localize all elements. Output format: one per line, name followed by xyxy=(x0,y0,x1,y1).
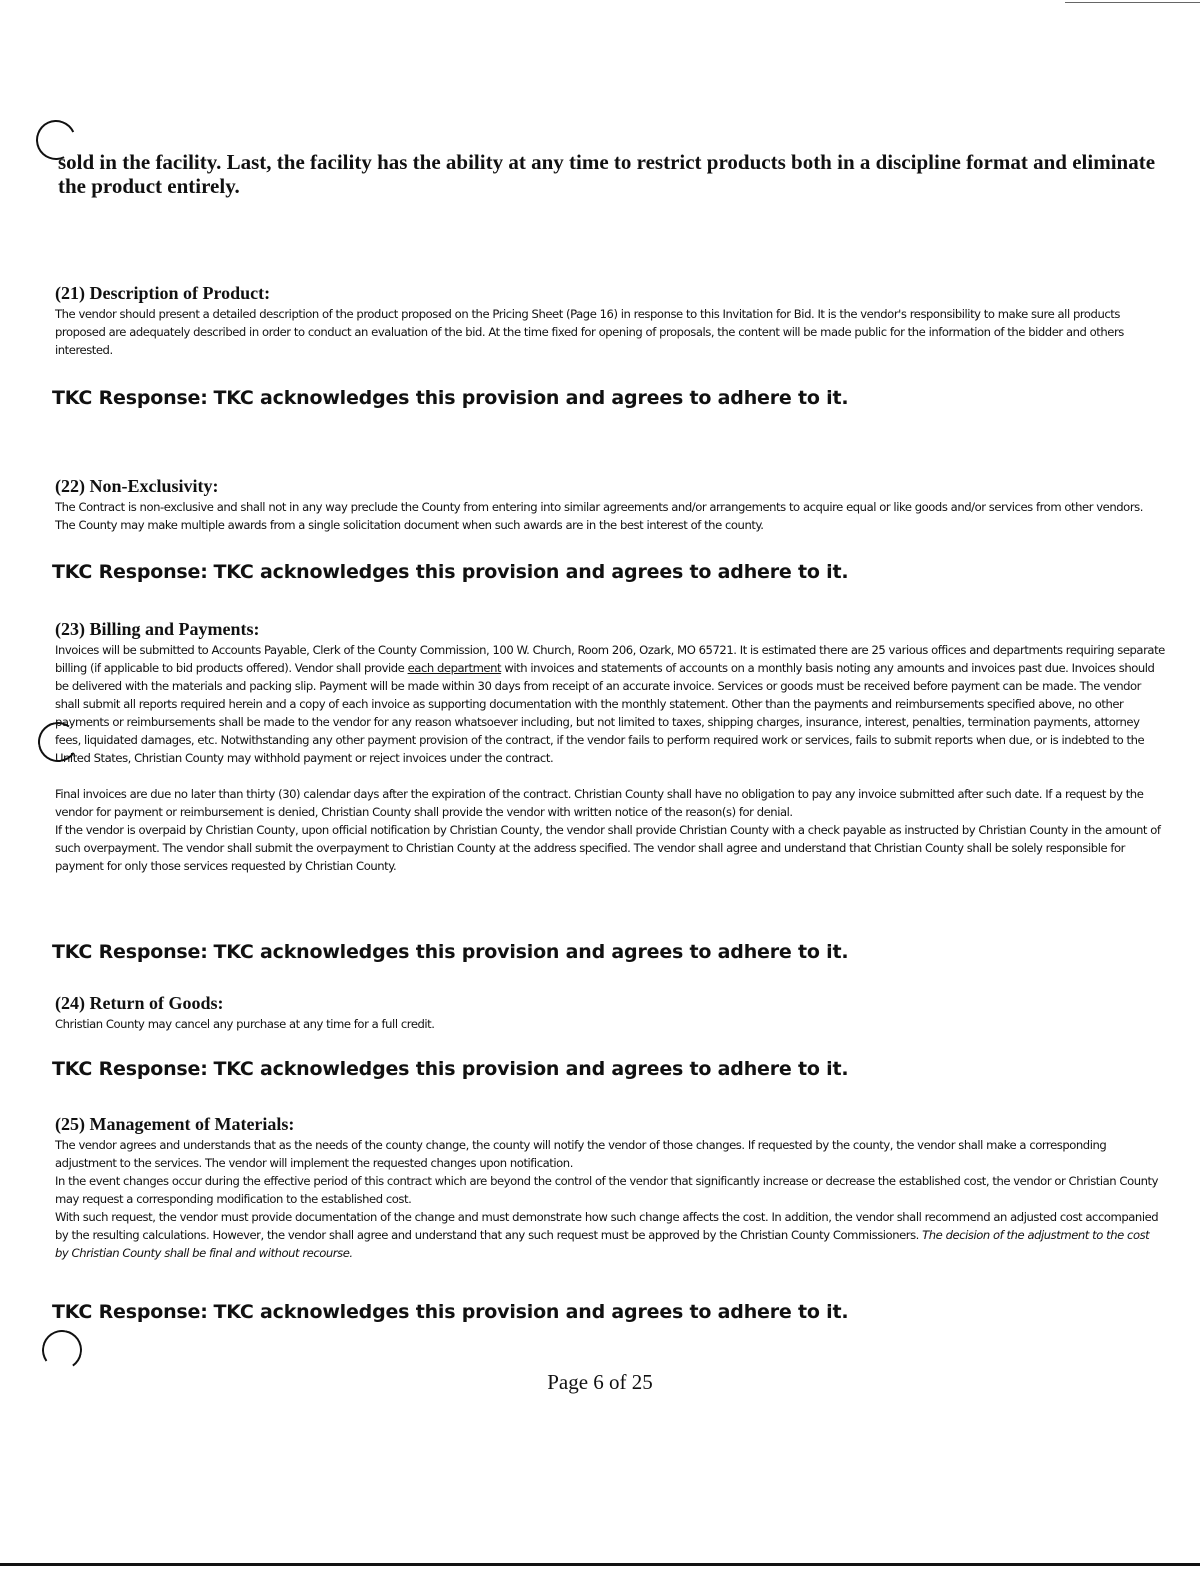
response-text: TKC acknowledges this provision and agrees to adhere to it. xyxy=(213,941,849,963)
section-heading: (21) Description of Product: xyxy=(55,283,271,303)
bottom-rule xyxy=(0,1563,1200,1566)
response-label: TKC Response: xyxy=(52,1301,208,1323)
response-text: TKC acknowledges this provision and agrees to adhere to it. xyxy=(213,561,849,583)
section-heading: (25) Management of Materials: xyxy=(55,1114,295,1134)
section-body xyxy=(55,305,1165,359)
section-paragraph: The vendor should present a detailed description of the product proposed on the Pricing Sheet (Page 16) in response to this Invitation for Bid. It is the vendor's responsibility to make sure all products proposed are adequately described in order to conduct an evaluation of the bid. At the time fixed for opening of proposals, the content will be made public for the information of the bidder and others interested. xyxy=(55,307,1124,357)
section-heading: (22) Non-Exclusivity: xyxy=(55,476,219,496)
section-paragraph: If the vendor is overpaid by Christian County, upon official notification by Christian County, the vendor shall provide Christian County with a check payable as instructed by Christian County in the amount of such overpayment. The vendor shall submit the overpayment to Christian County at the address specified. The vendor shall agree and understand that Christian County shall be solely responsible for payment for only those services requested by Christian County. xyxy=(55,823,1161,873)
section-body xyxy=(55,498,1165,534)
response-label: TKC Response: xyxy=(52,561,208,583)
section-management-of-materials xyxy=(55,1113,1165,1262)
tkc-response xyxy=(52,1300,1162,1324)
intro-paragraph: sold in the facility. Last, the facility has the ability at any time to restrict products both in a discipline format and eliminate the product entirely. xyxy=(58,150,1156,198)
tkc-response xyxy=(52,560,1162,584)
section-paragraph: Christian County may cancel any purchase at any time for a full credit. xyxy=(55,1017,435,1031)
section-paragraph: The vendor agrees and understands that as the needs of the county change, the county will notify the vendor of those changes. If requested by the county, the vendor shall make a corresponding adjustment to the services. The vendor will implement the requested changes upon notification. xyxy=(55,1138,1107,1170)
response-text: TKC acknowledges this provision and agrees to adhere to it. xyxy=(213,1058,849,1080)
tkc-response xyxy=(52,940,1162,964)
response-label: TKC Response: xyxy=(52,387,208,409)
response-text: TKC acknowledges this provision and agrees to adhere to it. xyxy=(213,387,849,409)
section-billing-and-payments xyxy=(55,618,1165,875)
section-return-of-goods xyxy=(55,992,1165,1033)
punch-hole-mark-3 xyxy=(39,1327,85,1373)
tkc-response xyxy=(52,1057,1162,1081)
section-paragraph: Invoices will be submitted to Accounts Payable, Clerk of the County Commission, 100 W. Church, Room 206, Ozark, MO 65721. It is estimated there are 25 various offices and departments requiring separate billing (if applicable to bid products offered). Vendor shall provide each department with invoices and statements of accounts on a monthly basis noting any amounts and invoices past due. Invoices should be delivered with the materials and packing slip. Payment will be made within 30 days from receipt of an accurate invoice. Services or goods must be received before payment can be made. The vendor shall submit all reports required herein and a copy of each invoice as supporting documentation with the monthly statement. Other than the payments and reimbursements specified above, no other payments or reimbursements shall be made to the vendor for any reason whatsoever including, but not limited to taxes, shipping charges, insurance, interest, penalties, termination payments, attorney fees, liquidated damages, etc. Notwithstanding any other payment provision of the contract, if the vendor fails to perform required work or services, fails to submit reports when due, or is indebted to the United States, Christian County may withhold payment or reject invoices under the contract. xyxy=(55,643,1165,765)
section-body xyxy=(55,641,1165,875)
section-paragraph: In the event changes occur during the effective period of this contract which are beyond the control of the vendor that significantly increase or decrease the established cost, the vendor or Christian County may request a corresponding modification to the established cost. xyxy=(55,1174,1159,1206)
section-paragraph: Final invoices are due no later than thirty (30) calendar days after the expiration of the contract. Christian County shall have no obligation to pay any invoice submitted after such date. If a request by the vendor for payment or reimbursement is denied, Christian County shall provide the vendor with written notice of the reason(s) for denial. xyxy=(55,787,1144,819)
section-body xyxy=(55,1136,1165,1262)
section-body xyxy=(55,1015,1165,1033)
section-heading: (24) Return of Goods: xyxy=(55,993,224,1013)
response-label: TKC Response: xyxy=(52,941,208,963)
section-non-exclusivity xyxy=(55,475,1165,534)
page-number: Page 6 of 25 xyxy=(547,1370,653,1394)
response-label: TKC Response: xyxy=(52,1058,208,1080)
section-paragraph: The Contract is non-exclusive and shall not in any way preclude the County from entering into similar agreements and/or arrangements to acquire equal or like goods and/or services from other vendors. The County may make multiple awards from a single solicitation document when such awards are in the best interest of the county. xyxy=(55,500,1143,532)
italic-text: The decision of the adjustment to the cost by Christian County shall be final and without recourse. xyxy=(55,1228,1150,1260)
top-rule xyxy=(1065,2,1200,3)
section-description-of-product xyxy=(55,282,1165,359)
section-paragraph: With such request, the vendor must provide documentation of the change and must demonstrate how such change affects the cost. In addition, the vendor shall recommend an adjusted cost accompanied by the resulting calculations. However, the vendor shall agree and understand that any such request must be approved by the Christian County Commissioners. The decision of the adjustment to the cost by Christian County shall be final and without recourse. xyxy=(55,1210,1159,1260)
response-text: TKC acknowledges this provision and agrees to adhere to it. xyxy=(213,1301,849,1323)
section-heading: (23) Billing and Payments: xyxy=(55,619,260,639)
underlined-text: each department xyxy=(407,661,502,675)
tkc-response xyxy=(52,386,1162,410)
